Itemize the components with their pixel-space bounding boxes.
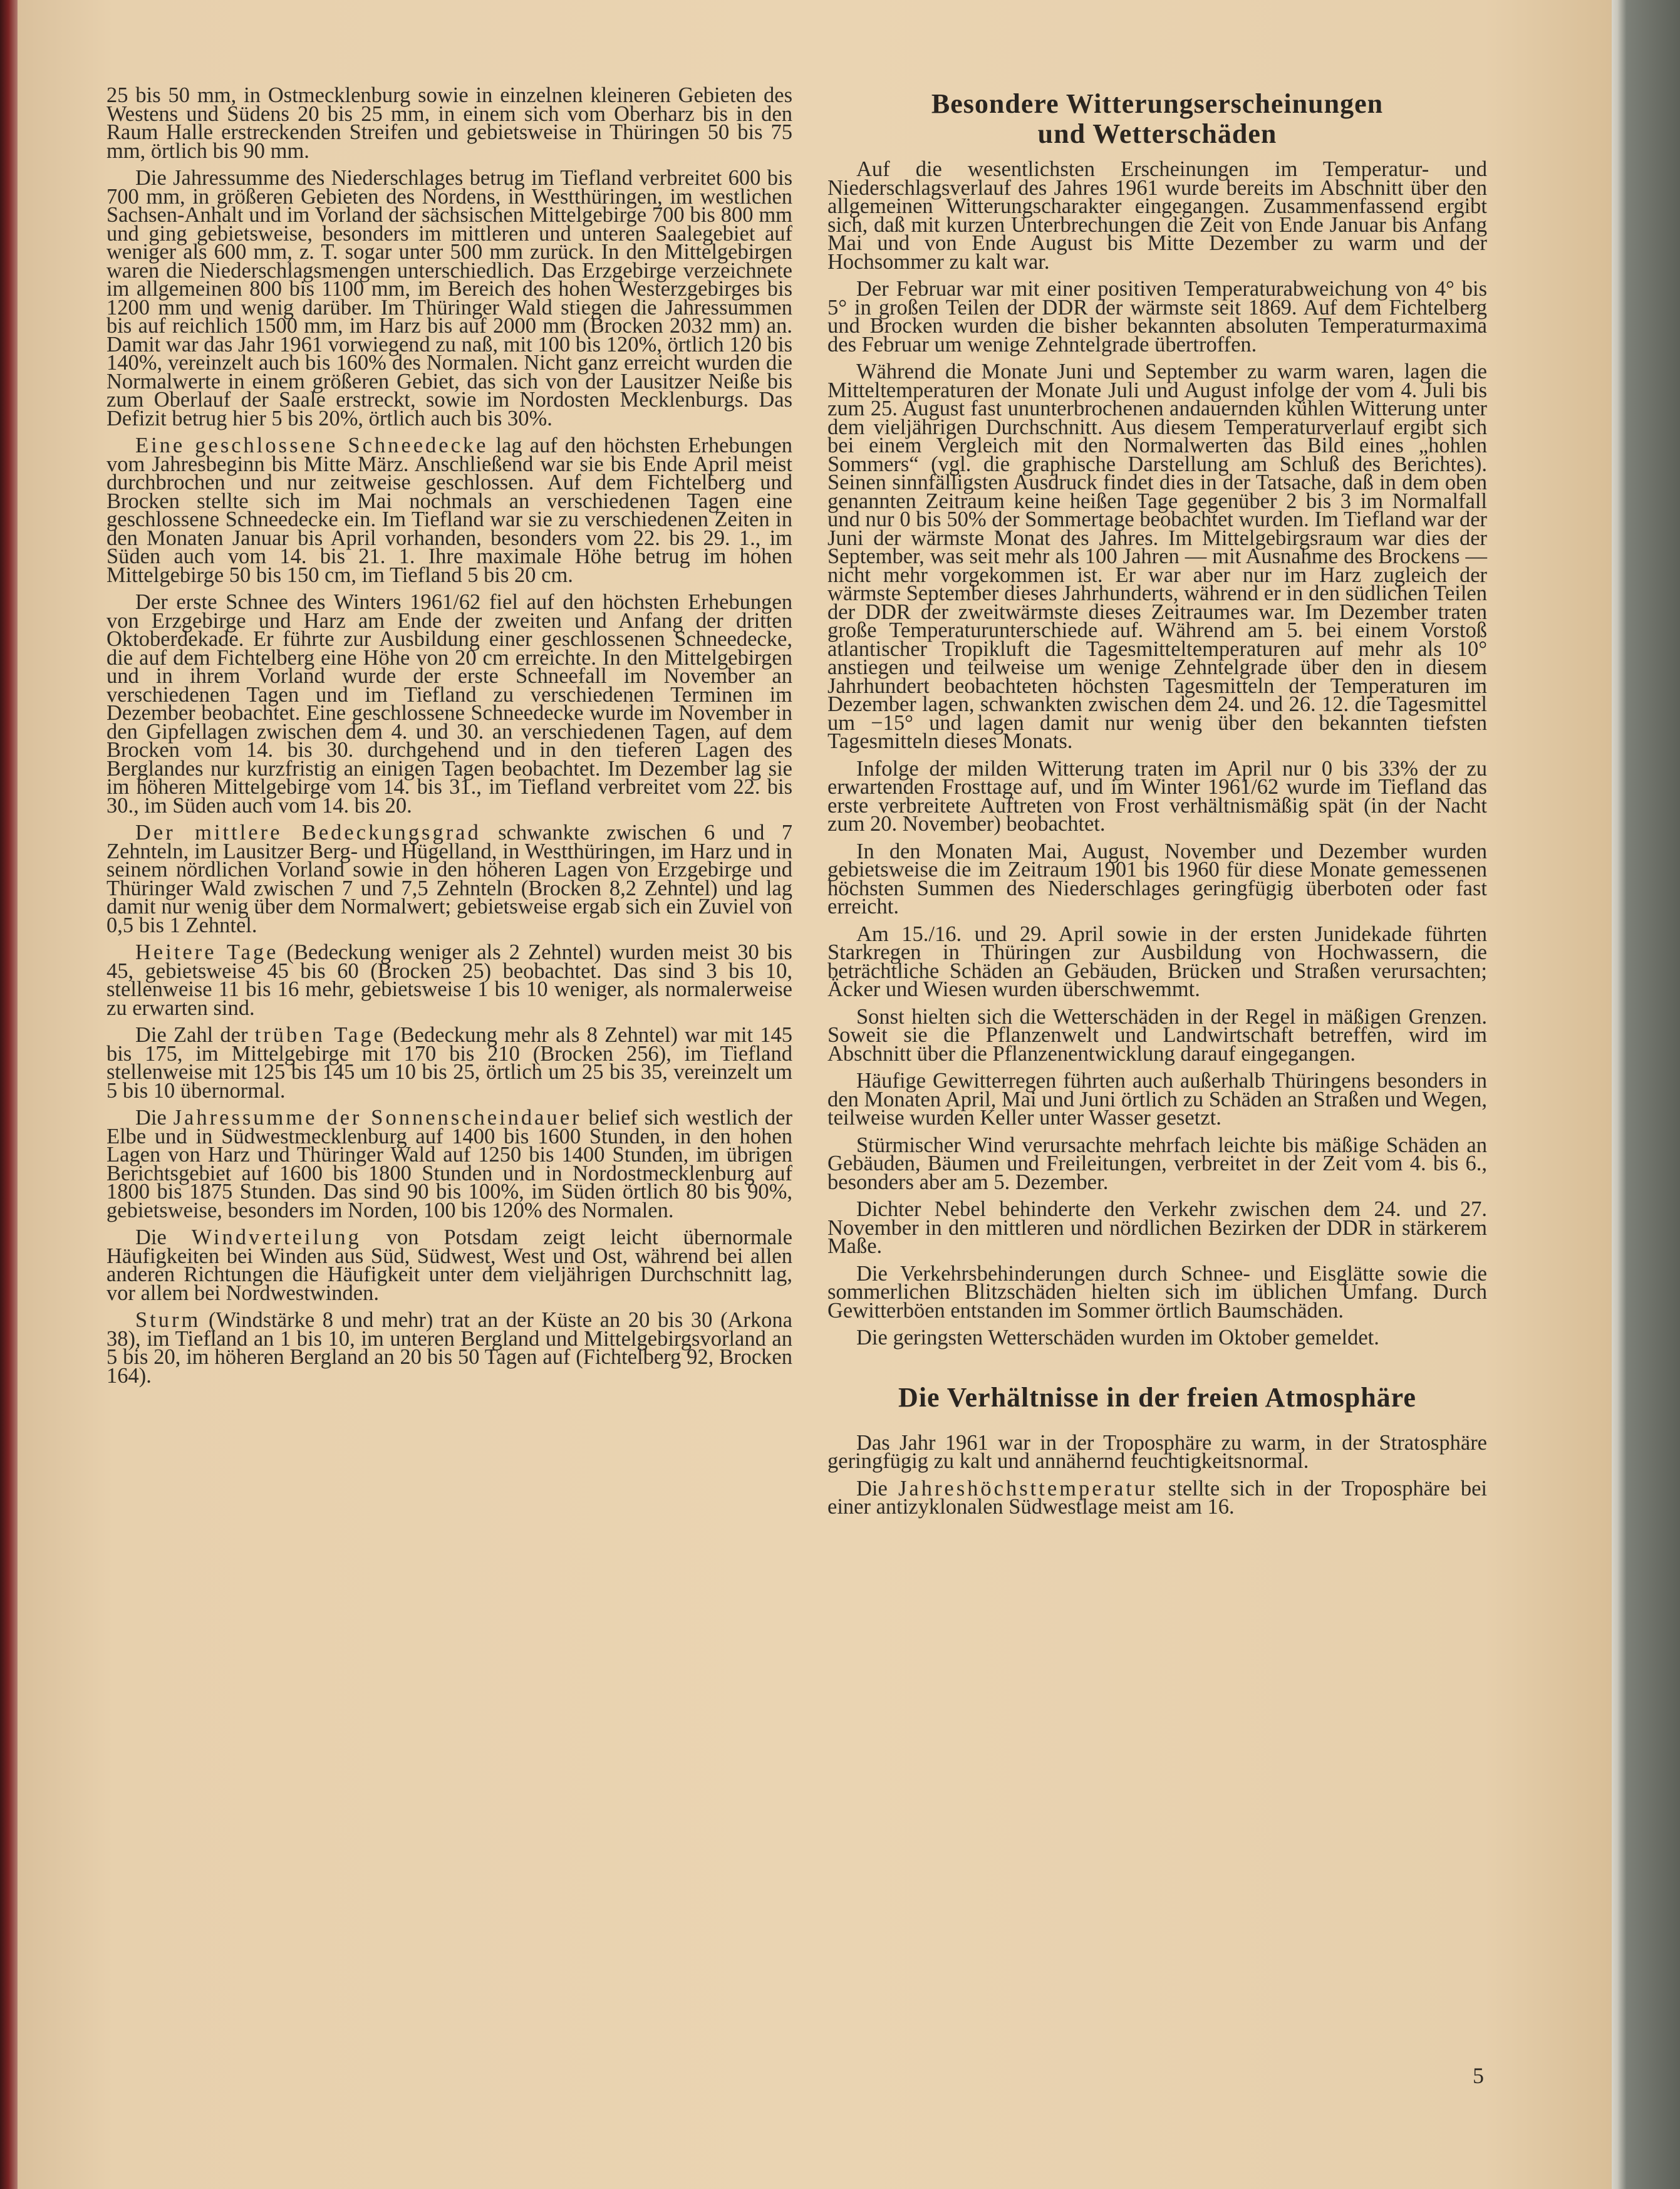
paragraph-moderate-damage: Sonst hielten sich die Wetterschäden in der Regel in mäßigen Grenzen. Soweit sie die Pflanzenwelt und Landwirtschaft betreffen, wird im Abschnitt über die Pflanzenentwicklung darauf eingegangen.	[827, 1004, 1487, 1066]
right-column	[827, 86, 1487, 1526]
lead-term: Jahreshöchsttemperatur	[898, 1476, 1158, 1500]
paragraph-overcast-days	[106, 1023, 793, 1103]
lead-term: trüben Tage	[254, 1023, 386, 1047]
page-number: 5	[1473, 2063, 1484, 2088]
lead-term: Sturm	[135, 1308, 201, 1332]
paragraph-precipitation-continued: 25 bis 50 mm, in Ostmecklenburg sowie in einzelnen kleineren Gebieten des Westens und Südens 20 bis 25 mm, in einem sich vom Oberharz bis in den Raum Halle erstreckenden Streifen und gebietsweise in Thüringen 50 bis 75 mm, örtlich bis 90 mm.	[106, 83, 792, 163]
paragraph-text: Die	[856, 1476, 898, 1500]
paragraph-text: (Bedeckung mehr als 8 Zehntel) war mit 145 bis 175, im Mittelgebirge mit 170 bis 210 (Brocken 256), im Tiefland stellenweise mit 125 bis 145 um 10 bis 25, örtlich um 25 bis 35, vereinzelt um 5 bis 10 übernormal.	[106, 1023, 793, 1103]
paragraph-cloud-cover	[106, 821, 792, 937]
book-spine-edge	[0, 0, 19, 2189]
paragraph-record-precipitation: In den Monaten Mai, August, November und Dezember wurden gebietsweise die im Zeitraum 1901 bis 1960 für diese Monate gemessenen höchsten Summen des Niederschlages geringfügig überboten oder fast erreicht.	[827, 839, 1487, 918]
paragraph-storm-damage: Stürmischer Wind verursachte mehrfach leichte bis mäßige Schäden an Gebäuden, Bäumen und Freileitungen, verbreitet in der Zeit vom 4. bis 6., besonders aber am 5. Dezember.	[827, 1133, 1487, 1194]
paragraph-text: (Bedeckung weniger als 2 Zehntel) wurden meist 30 bis 45, gebietsweise 45 bis 60 (Brocken 25) beobachtet. Das sind 3 bis 10, stellenweise 11 bis 16 mehr, gebietsweise 1 bis 10 weniger, als normalerweise zu erwarten sind.	[106, 940, 792, 1020]
paragraph-summary: Auf die wesentlichsten Erscheinungen im Temperatur- und Niederschlagsverlauf des Jahres 1961 wurde bereits im Abschnitt über den allgemeinen Witterungscharakter eingegangen. Zusammenfassend ergibt sich, daß mit kurzen Unterbrechungen die Zeit von Ende Januar bis Anfang Mai und von Ende August bis Mitte Dezember zu warm und der Hochsommer zu kalt war.	[827, 157, 1487, 274]
paragraph-max-temperature	[827, 1476, 1487, 1519]
lead-term: Jahressumme der Sonnenscheindauer	[173, 1106, 582, 1130]
paragraph-troposphere: Das Jahr 1961 war in der Troposphäre zu warm, in der Stratosphäre geringfügig zu kalt und annähernd feuchtigkeitsnormal.	[827, 1430, 1487, 1473]
paragraph-text: Die	[135, 1106, 174, 1130]
paragraph-wind	[106, 1225, 792, 1305]
paragraph-text: belief sich westlich der Elbe und in Südwestmecklenburg auf 1400 bis 1600 Stunden, in den hohen Lagen von Harz und Thüringer Wald auf 1250 bis 1400 Stunden, im übrigen Berichtsgebiet auf 1600 bis 1800 Stunden und in Nordostmecklenburg auf 1800 bis 1875 Stunden. Das sind 90 bis 100%, im Süden örtlich 80 bis 90%, gebietsweise, besonders im Norden, 100 bis 120% des Normalen.	[106, 1106, 792, 1222]
paragraph-traffic: Die Verkehrsbehinderungen durch Schnee- und Eisglätte sowie die sommerlichen Blitzschäden hielten sich im üblichen Umfang. Durch Gewitterböen entstanden im Sommer örtlich Baumschäden.	[827, 1261, 1487, 1323]
paragraph-sunshine	[106, 1106, 792, 1222]
paragraph-frost: Infolge der milden Witterung traten im April nur 0 bis 33% der zu erwartenden Frosttage auf, und im Winter 1961/62 wurde im Tiefland das erste verbreitete Auftreten von Frost verhältnismäßig spät (in der Nacht zum 20. November) beobachtet.	[827, 756, 1487, 836]
paragraph-thunderstorms: Häufige Gewitterregen führten auch außerhalb Thüringens besonders in den Monaten April, Mai und Juni örtlich zu Schäden an Straßen und Wegen, teilweise wurden Keller unter Wasser gesetzt.	[827, 1069, 1487, 1130]
section-heading-free-atmosphere: Die Verhältnisse in der freien Atmosphäre	[898, 1381, 1416, 1413]
paragraph-text: schwankte zwischen 6 und 7 Zehnteln, im Lausitzer Berg- und Hügelland, in Westthüringen, im Harz und in seinem nördlichen Vorland sowie in den höheren Lagen von Erzgebirge und Thüringer Wald zwischen 7 und 7,5 Zehnteln (Brocken 8,2 Zehntel) und lag damit nur wenig über dem Normalwert; gebietsweise ergab sich ein Zuviel von 0,5 bis 1 Zehntel.	[106, 821, 792, 937]
paragraph-clear-days	[106, 940, 792, 1020]
heading-line: Besondere Witterungserscheinungen	[931, 88, 1384, 119]
paragraph-first-snow: Der erste Schnee des Winters 1961/62 fiel auf den höchsten Erhebungen von Erzgebirge und Harz am Ende der zweiten und Anfang der dritten Oktoberdekade. Er führte zur Ausbildung einer geschlossenen Schneedecke, die auf dem Fichtelberg eine Höhe von 20 cm erreichte. In den Mittelgebirgen und in ihrem Vorland wurde der erste Schneefall im November an verschiedenen Tagen und im Tiefland zu verschiedenen Terminen im Dezember beobachtet. Eine geschlossene Schneedecke wurde im November in den Gipfellagen zwischen dem 4. und 30. an verschiedenen Tagen, auf dem Brocken vom 14. bis 30. durchgehend und in den tieferen Lagen des Berglandes nur kurzfristig an einigen Tagen beobachtet. Im Dezember lag sie im höheren Mittelgebirge vom 14. bis 31., im Tiefland verbreitet vom 22. bis 30., im Süden auch vom 14. bis 20.	[106, 590, 792, 818]
lead-term: Eine geschlossene Schneedecke	[135, 434, 489, 457]
lead-term: Der mittlere Bedeckungsgrad	[135, 821, 481, 845]
left-column	[106, 83, 793, 1394]
paragraph-october: Die geringsten Wetterschäden wurden im Oktober gemeldet.	[856, 1326, 1379, 1349]
paragraph-fog: Dichter Nebel behinderte den Verkehr zwischen dem 24. und 27. November in den mittleren und nördlichen Bezirken der DDR in stärkerem Maße.	[827, 1197, 1487, 1258]
paragraph-snow-cover	[106, 434, 793, 587]
paragraph-annual-precipitation: Die Jahressumme des Niederschlages betrug im Tiefland verbreitet 600 bis 700 mm, in größeren Gebieten des Nordens, in Westthüringen, im westlichen Sachsen-Anhalt und im Vorland der sächsischen Mittelgebirge 700 bis 800 mm und ging gebietsweise, besonders im mittleren und unteren Saalegebiet auf weniger als 600 mm, z. T. sogar unter 500 mm zurück. In den Mittelgebirgen waren die Niederschlagsmengen unterschiedlich. Das Erzgebirge verzeichnete im allgemeinen 800 bis 1100 mm, im Bereich des hohen Westerzgebirges bis 1200 mm und wenig darüber. Im Thüringer Wald stiegen die Jahressummen bis auf reichlich 1500 mm, im Harz bis auf 2000 mm (Brocken 2032 mm) an. Damit war das Jahr 1961 vorwiegend zu naß, mit 100 bis 120%, örtlich 120 bis 140%, vereinzelt auch bis 160% des Normalen. Nicht ganz erreicht wurden die Normalwerte in einem größeren Gebiet, das sich von der Lausitzer Neiße bis zum Oberlauf der Saale erstreckt, sowie im Nordosten Mecklenburgs. Das Defizit betrug hier 5 bis 20%, örtlich auch bis 30%.	[106, 166, 792, 430]
lead-term: Heitere Tage	[135, 940, 279, 964]
paragraph-storm	[106, 1308, 792, 1388]
section-heading-weather-events	[827, 89, 1487, 149]
paragraph-text: Die	[135, 1225, 192, 1249]
paragraph-text: lag auf den höchsten Erhebungen vom Jahresbeginn bis Mitte März. Anschließend war sie bis Ende April meist durchbrochen und nur zeitweise geschlossen. Auf dem Fichtelberg und Brocken stellte sich im Mai nochmals an verschiedenen Tagen eine geschlossene Schneedecke ein. Im Tiefland war sie zu verschiedenen Zeiten in den Monaten Januar bis April vorhanden, besonders vom 22. bis 29. 1., im Süden auch vom 14. bis 21. 1. Ihre maximale Höhe betrug im hohen Mittelgebirge 50 bis 150 cm, im Tiefland 5 bis 20 cm.	[106, 434, 793, 587]
heading-line: und Wetterschäden	[1037, 118, 1277, 149]
book-cover-board	[1604, 0, 1680, 2189]
paragraph-text: von Potsdam zeigt leicht übernormale Häufigkeiten bei Winden aus Süd, Südwest, West und Ost, während bei allen anderen Richtungen die Häufigkeit unter dem vieljährigen Durchschnitt lag, vor allem bei Nordwestwinden.	[106, 1225, 792, 1305]
paragraph-february: Der Februar war mit einer positiven Temperaturabweichung von 4° bis 5° in großen Teilen der DDR der wärmste seit 1869. Auf dem Fichtelberg und Brocken wurden die bisher bekannten absoluten Temperaturmaxima des Februar um wenige Zehntelgrade übertroffen.	[827, 277, 1487, 356]
page-sheet	[18, 0, 1612, 2189]
paragraph-text: Die Zahl der	[135, 1023, 255, 1047]
paragraph-text: (Windstärke 8 und mehr) trat an der Küste an 20 bis 30 (Arkona 38), im Tiefland an 1 bis 10, im unteren Bergland und Mittelgebirgsvorland an 5 bis 20, im höheren Bergland an 20 bis 50 Tagen auf (Fichtelberg 92, Brocken 164).	[106, 1308, 792, 1388]
paragraph-text: stellte sich in der Troposphäre bei einer antizyklonalen Südwestlage meist am 16.	[827, 1476, 1487, 1519]
paragraph-summer: Während die Monate Juni und September zu warm waren, lagen die Mitteltemperaturen der Monate Juli und August infolge der vom 4. Juli bis zum 25. August fast ununterbrochenen andauernden kühlen Witterung unter dem vieljährigen Durchschnitt. Aus diesem Temperaturverlauf ergibt sich bei einem Vergleich mit den Normalwerten das Bild eines „hohlen Sommers“ (vgl. die graphische Darstellung am Schluß des Berichtes). Seinen sinnfälligsten Ausdruck findet dies in der Tatsache, daß in dem oben genannten Zeitraum keine heißen Tage gegenüber 2 bis 3 im Normalfall und nur 0 bis 50% der Sommertage beobachtet wurden. Im Tiefland war der Juni der wärmste Monat des Jahres. Im Mittelgebirgsraum war dies der September, was seit mehr als 100 Jahren — mit Ausnahme des Brockens — nicht mehr vorgekommen ist. Er war aber nur im Harz zugleich der wärmste September dieses Jahrhunderts, während er in den südlichen Teilen der DDR der zweitwärmste dieses Zeitraumes war. Im Dezember traten große Temperaturunterschiede auf. Während am 5. bei einem Vorstoß atlantischer Tropikluft die Tagesmitteltemperaturen auf mehr als 10° anstiegen und teilweise um wenige Zehntelgrade über den in diesem Jahrhundert beobachteten höchsten Tagesmitteln der Temperaturen im Dezember lagen, schwankten zwischen dem 24. und 26. 12. die Tagesmittel um −15° und lagen damit nur wenig über den bekannten tiefsten Tagesmitteln dieses Monats.	[827, 360, 1487, 753]
lead-term: Windverteilung	[191, 1225, 361, 1249]
paragraph-heavy-rain: Am 15./16. und 29. April sowie in der ersten Junidekade führten Starkregen in Thüringen zur Ausbildung von Hochwassern, die beträchtliche Schäden an Gebäuden, Brücken und Straßen verursachten; Äcker und Wiesen wurden überschwemmt.	[827, 922, 1487, 1001]
